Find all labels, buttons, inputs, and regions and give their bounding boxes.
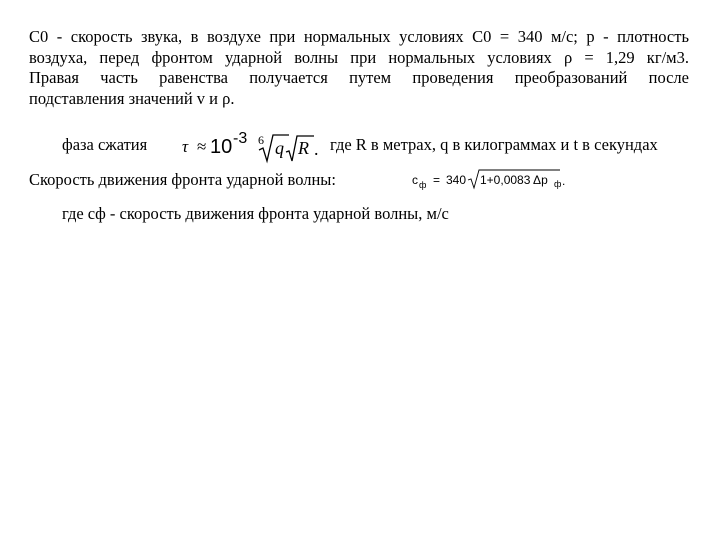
paragraph-line: подставления значений v и ρ.	[29, 88, 235, 108]
lhs-c: c	[412, 173, 418, 187]
exponent: -3	[233, 130, 248, 147]
root-index: 6	[258, 133, 264, 147]
radicand-sub: ф	[554, 179, 562, 189]
formula-dot: .	[314, 139, 319, 159]
front-formula	[410, 166, 570, 194]
phase-formula	[180, 128, 330, 164]
equals-sign: =	[433, 173, 441, 187]
tau-symbol: τ	[182, 137, 189, 156]
base-number: 10	[210, 136, 233, 158]
paragraph-line: Правая часть равенства получается путем проведения преобразований после	[29, 68, 689, 87]
approx-symbol: ≈	[197, 137, 207, 156]
radicand-r: R	[298, 138, 309, 158]
intro-paragraph	[29, 27, 689, 109]
formula-dot: .	[562, 174, 566, 188]
phase-note: где R в метрах, q в килограммах и t в секундах	[330, 135, 658, 154]
front-radicand: 1+0,0083 Δp	[480, 173, 548, 187]
coef-340: 340	[446, 173, 467, 187]
paragraph-line: воздуха, перед фронтом ударной волны при нормальных условиях ρ = 1,29 кг/м3.	[29, 47, 689, 67]
lhs-sub: ф	[419, 180, 427, 190]
paragraph-line: C0 - скорость звука, в воздухе при нормальных условиях C0 = 340 м/с; р - плотность	[29, 27, 689, 46]
phase-label: фаза сжатия	[62, 135, 148, 154]
front-note: где cф - скорость движения фронта ударной волны, м/с	[62, 204, 449, 223]
front-label: Скорость движения фронта ударной волны:	[29, 170, 336, 189]
radicand-q: q	[275, 138, 284, 158]
